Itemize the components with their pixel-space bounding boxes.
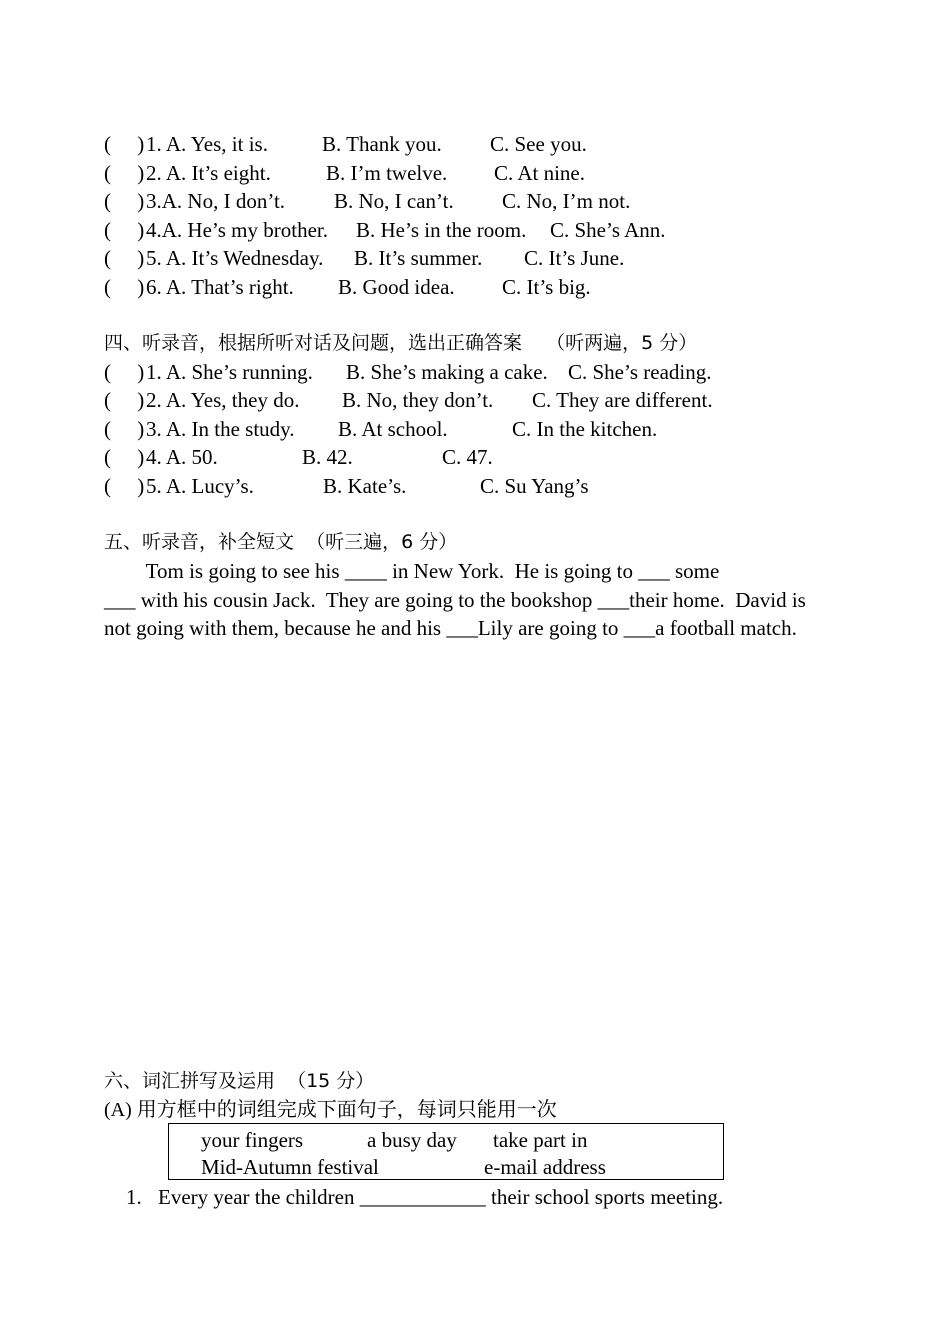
passage-line-3: not going with them, because he and his ___Lily are going to ___a football match.: [104, 616, 797, 640]
word-a-busy-day: a busy day: [367, 1128, 457, 1152]
option-a: 5. A. It’s Wednesday.: [146, 246, 324, 270]
option-b: B. It’s summer.: [354, 246, 483, 270]
option-a: 4.A. He’s my brother.: [146, 217, 328, 242]
option-a: 4. A. 50.: [146, 445, 218, 469]
option-a: 1. A. She’s running.: [146, 359, 313, 384]
option-c: C. It’s big.: [502, 274, 591, 299]
answer-bracket[interactable]: ( ): [104, 217, 145, 242]
option-c: C. It’s June.: [524, 246, 625, 270]
answer-bracket[interactable]: ( ): [104, 473, 145, 498]
option-a: 2. A. Yes, they do.: [146, 388, 300, 412]
option-c: C. They are different.: [532, 388, 713, 412]
answer-bracket[interactable]: ( ): [104, 274, 145, 299]
option-c: C. At nine.: [494, 160, 586, 185]
answer-bracket[interactable]: ( ): [104, 160, 145, 185]
option-c: C. See you.: [490, 132, 587, 156]
word-mid-autumn-festival: Mid-Autumn festival: [201, 1155, 379, 1179]
word-your-fingers: your fingers: [201, 1128, 304, 1152]
option-a: 5. A. Lucy’s.: [146, 473, 254, 498]
section5-heading: 五、听录音，补全短文 （听三遍，6 分）: [104, 531, 458, 553]
answer-bracket[interactable]: ( ): [104, 416, 145, 441]
item-text: Every year the children ____________ their school sports meeting.: [158, 1185, 724, 1209]
option-b: B. He’s in the room.: [356, 217, 527, 242]
answer-bracket[interactable]: ( ): [104, 246, 145, 270]
option-b: B. At school.: [338, 416, 448, 441]
option-b: B. Thank you.: [322, 132, 442, 156]
passage-line-1: Tom is going to see his ____ in New York. He is going to ___ some: [104, 559, 720, 583]
option-b: B. 42.: [302, 445, 353, 469]
option-a: 3. A. In the study.: [146, 416, 295, 441]
option-a: 2. A. It’s eight.: [146, 160, 271, 185]
word-email-address: e-mail address: [484, 1155, 606, 1179]
option-c: C. In the kitchen.: [512, 416, 658, 441]
option-a: 6. A. That’s right.: [146, 274, 294, 299]
word-box: [168, 1123, 724, 1180]
passage-line-2: ___ with his cousin Jack. They are going to the bookshop ___their home. David is: [104, 587, 806, 612]
option-c: C. 47.: [442, 445, 493, 469]
word-take-part-in: take part in: [493, 1128, 588, 1152]
option-a: 1. A. Yes, it is.: [146, 132, 268, 156]
option-b: B. Good idea.: [338, 274, 455, 299]
section6-sub-heading: (A) 用方框中的词组完成下面句子，每词只能用一次: [104, 1099, 557, 1121]
section4-heading: 四、听录音，根据所听对话及问题，选出正确答案 （听两遍，5 分）: [104, 332, 698, 354]
section6-heading: 六、词汇拼写及运用 （15 分）: [104, 1070, 375, 1092]
option-c: C. Su Yang’s: [480, 473, 589, 498]
option-b: B. She’s making a cake.: [346, 359, 548, 384]
answer-bracket[interactable]: ( ): [104, 189, 145, 213]
option-a: 3.A. No, I don’t.: [146, 189, 286, 213]
answer-bracket[interactable]: ( ): [104, 132, 145, 156]
option-b: B. No, they don’t.: [342, 388, 494, 412]
answer-bracket[interactable]: ( ): [104, 359, 145, 384]
answer-bracket[interactable]: ( ): [104, 445, 145, 469]
option-b: B. I’m twelve.: [326, 160, 448, 185]
option-c: C. She’s reading.: [568, 359, 712, 384]
answer-bracket[interactable]: ( ): [104, 388, 145, 412]
option-b: B. Kate’s.: [323, 473, 407, 498]
option-b: B. No, I can’t.: [334, 189, 454, 213]
option-c: C. She’s Ann.: [550, 217, 666, 242]
item-number: 1.: [126, 1185, 142, 1209]
option-c: C. No, I’m not.: [502, 189, 631, 213]
